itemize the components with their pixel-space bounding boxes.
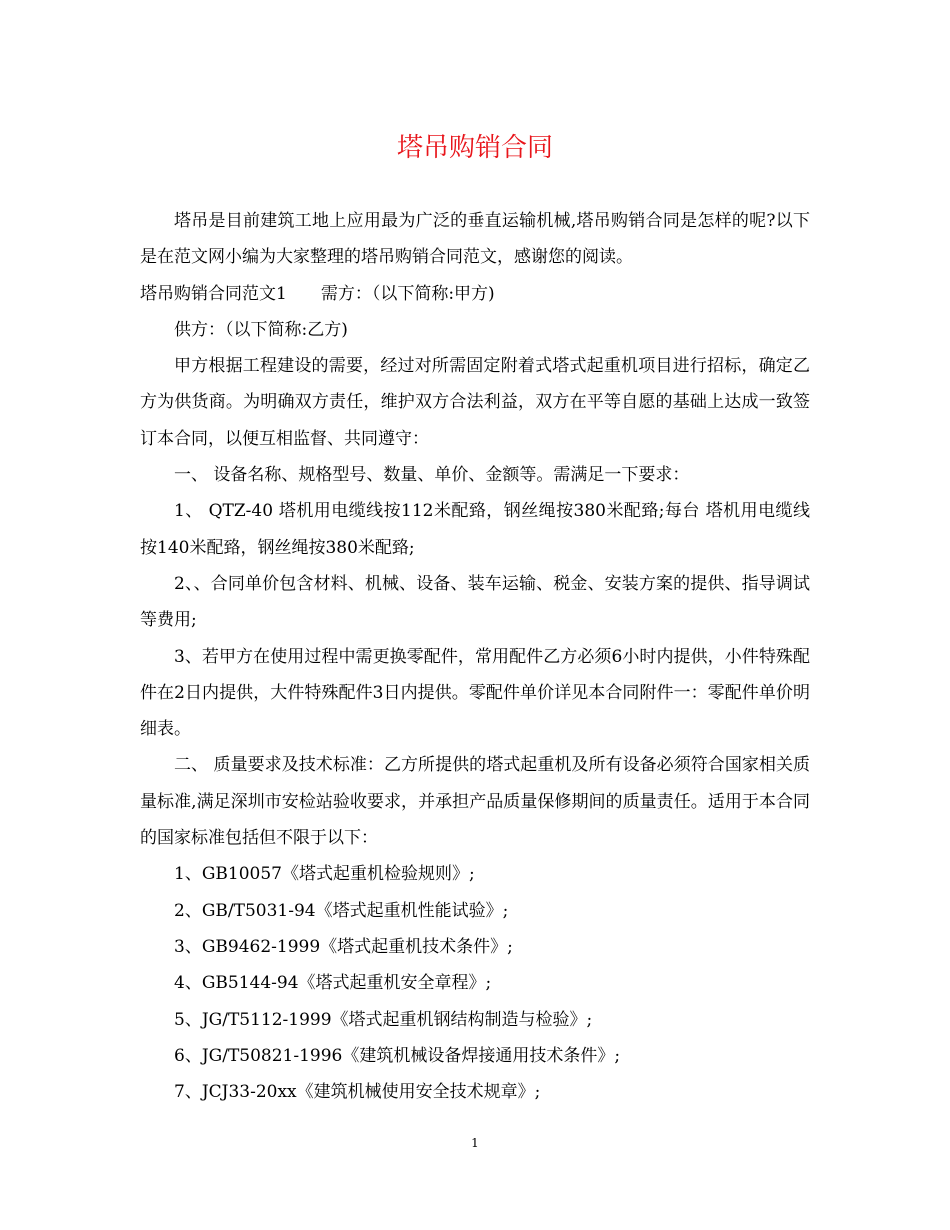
standard-item: 1、GB10057《塔式起重机检验规则》; bbox=[174, 864, 475, 885]
paragraph-supplier: 供方：（以下简称:乙方) bbox=[174, 319, 348, 340]
paragraph-section-one: 一、 设备名称、规格型号、数量、单价、金额等。需满足一下要求： bbox=[174, 465, 690, 486]
paragraph-item-2: 2、、合同单价包含材料、机械、设备、装车运输、税金、安装方案的提供、指导调试等费用; bbox=[140, 573, 810, 631]
paragraph-preamble: 甲方根据工程建设的需要，经过对所需固定附着式塔式起重机项目进行招标，确定乙方为供货商。为明确双方责任，维护双方合法利益，双方在平等自愿的基础上达成一致签订本合同，以便互相监督、共同遵守： bbox=[140, 356, 810, 449]
page-number: 1 bbox=[471, 1136, 479, 1150]
paragraph-item-1: 1、 QTZ-40 塔机用电缆线按112米配臵，钢丝绳按380米配臵;每台 塔机用电缆线按140米配臵，钢丝绳按380米配臵; bbox=[140, 501, 810, 558]
document-body bbox=[140, 203, 810, 1110]
document-title: 塔吊购销合同 bbox=[396, 133, 553, 163]
standard-item: 2、GB/T5031-94《塔式起重机性能试验》; bbox=[174, 900, 509, 921]
paragraph-buyer: 塔吊购销合同范文1 需方：（以下简称:甲方) bbox=[140, 283, 495, 304]
standard-item: 7、JCJ33-20xx《建筑机械使用安全技术规章》; bbox=[174, 1082, 541, 1103]
standard-item: 6、JG/T50821-1996《建筑机械设备焊接通用技术条件》; bbox=[174, 1045, 621, 1066]
standard-item: 4、GB5144-94《塔式起重机安全章程》; bbox=[174, 973, 492, 994]
paragraph-item-3: 3、若甲方在使用过程中需更换零配件，常用配件乙方必须6小时内提供，小件特殊配件在2日内提供，大件特殊配件3日内提供。零配件单价详见本合同附件一：零配件单价明细表。 bbox=[140, 646, 810, 740]
paragraph-section-two: 二、 质量要求及技术标准：乙方所提供的塔式起重机及所有设备必须符合国家相关质量标准,满足深圳市安检站验收要求，并承担产品质量保修期间的质量责任。适用于本合同的国家标准包括但不限于以下： bbox=[140, 755, 810, 849]
standard-item: 5、JG/T5112-1999《塔式起重机钢结构制造与检验》; bbox=[174, 1009, 593, 1030]
paragraph-intro: 塔吊是目前建筑工地上应用最为广泛的垂直运输机械,塔吊购销合同是怎样的呢?以下是在范文网小编为大家整理的塔吊购销合同范文，感谢您的阅读。 bbox=[140, 211, 810, 268]
standard-item: 3、GB9462-1999《塔式起重机技术条件》; bbox=[174, 936, 513, 957]
